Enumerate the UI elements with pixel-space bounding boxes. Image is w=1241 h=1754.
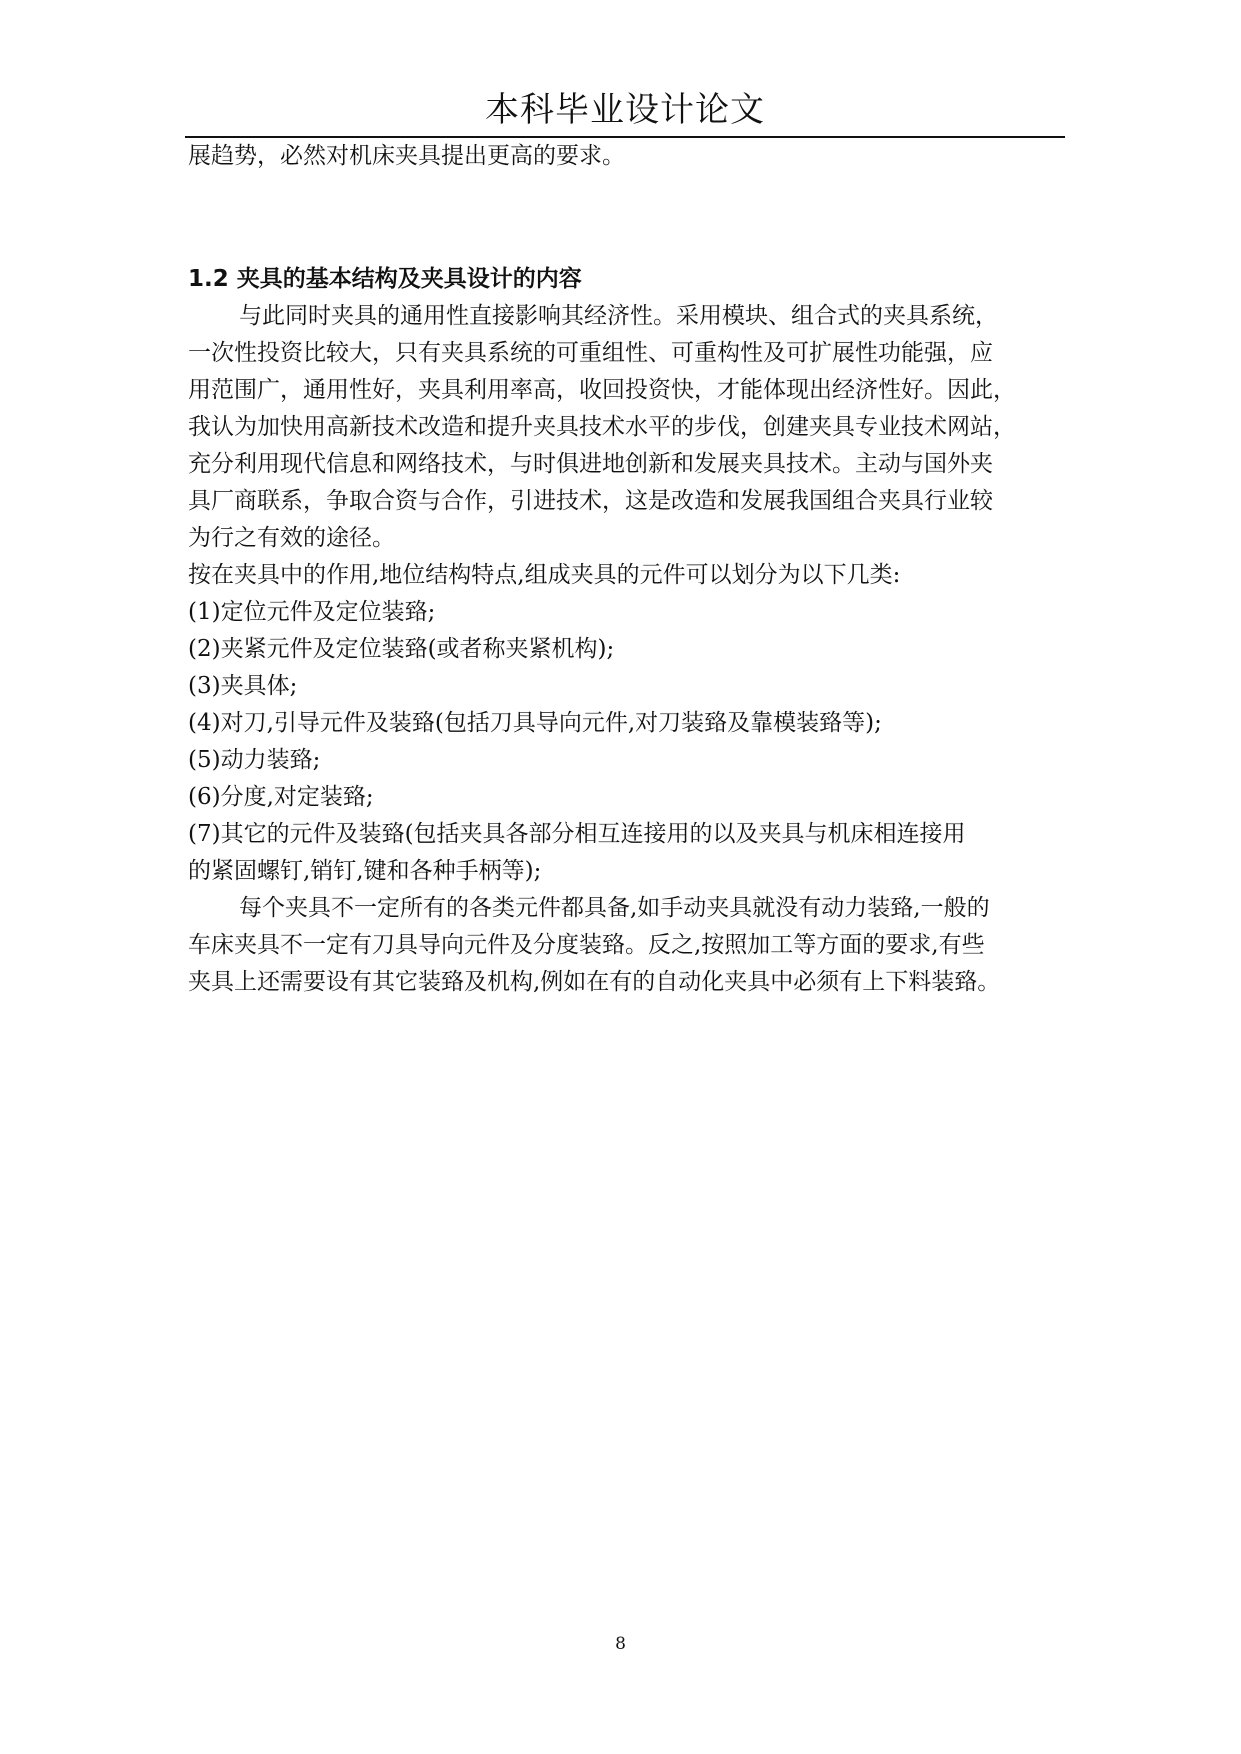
text-line: 为行之有效的途径。 — [188, 525, 395, 551]
text-line: 与此同时夹具的通用性直接影响其经济性。采用模块、组合式的夹具系统， — [239, 303, 998, 329]
text-line: 每个夹具不一定所有的各类元件都具备,如手动夹具就没有动力装臵,一般的 — [239, 895, 990, 921]
running-header-title: 本科毕业设计论文 — [485, 90, 765, 130]
list-item: 的紧固螺钉,销钉,键和各种手柄等); — [188, 858, 542, 884]
text-line: 夹具上还需要设有其它装臵及机构,例如在有的自动化夹具中必须有上下料装臵。 — [188, 969, 1001, 995]
text-line: 展趋势，必然对机床夹具提出更高的要求。 — [188, 143, 625, 169]
page-number: 8 — [615, 1634, 626, 1654]
list-item: (5)动力装臵; — [188, 747, 321, 773]
list-item: (1)定位元件及定位装臵; — [188, 599, 436, 625]
paragraph-general-purpose — [188, 298, 1068, 557]
list-item: (2)夹紧元件及定位装臵(或者称夹紧机构); — [188, 636, 615, 662]
section-heading: 1.2 夹具的基本结构及夹具设计的内容 — [188, 266, 582, 292]
component-classification — [188, 557, 1068, 890]
classification-intro: 按在夹具中的作用,地位结构特点,组成夹具的元件可以划分为以下几类: — [188, 562, 901, 588]
paragraph-component-requirements — [188, 890, 1068, 1001]
list-item: (6)分度,对定装臵; — [188, 784, 374, 810]
text-line: 一次性投资比较大，只有夹具系统的可重组性、可重构性及可扩展性功能强，应 — [188, 340, 993, 366]
text-line: 充分利用现代信息和网络技术，与时俱进地创新和发展夹具技术。主动与国外夹 — [188, 451, 993, 477]
text-line: 我认为加快用高新技术改造和提升夹具技术水平的步伐，创建夹具专业技术网站， — [188, 414, 1016, 440]
text-line: 用范围广，通用性好，夹具利用率高，收回投资快，才能体现出经济性好。因此， — [188, 377, 1016, 403]
continuation-text — [188, 138, 1068, 175]
list-item: (4)对刀,引导元件及装臵(包括刀具导向元件,对刀装臵及靠模装臵等); — [188, 710, 882, 736]
list-item: (3)夹具体; — [188, 673, 298, 699]
text-line: 具厂商联系，争取合资与合作，引进技术，这是改造和发展我国组合夹具行业较 — [188, 488, 993, 514]
text-line: 车床夹具不一定有刀具导向元件及分度装臵。反之,按照加工等方面的要求,有些 — [188, 932, 985, 958]
list-item: (7)其它的元件及装臵(包括夹具各部分相互连接用的以及夹具与机床相连接用 — [188, 821, 966, 847]
